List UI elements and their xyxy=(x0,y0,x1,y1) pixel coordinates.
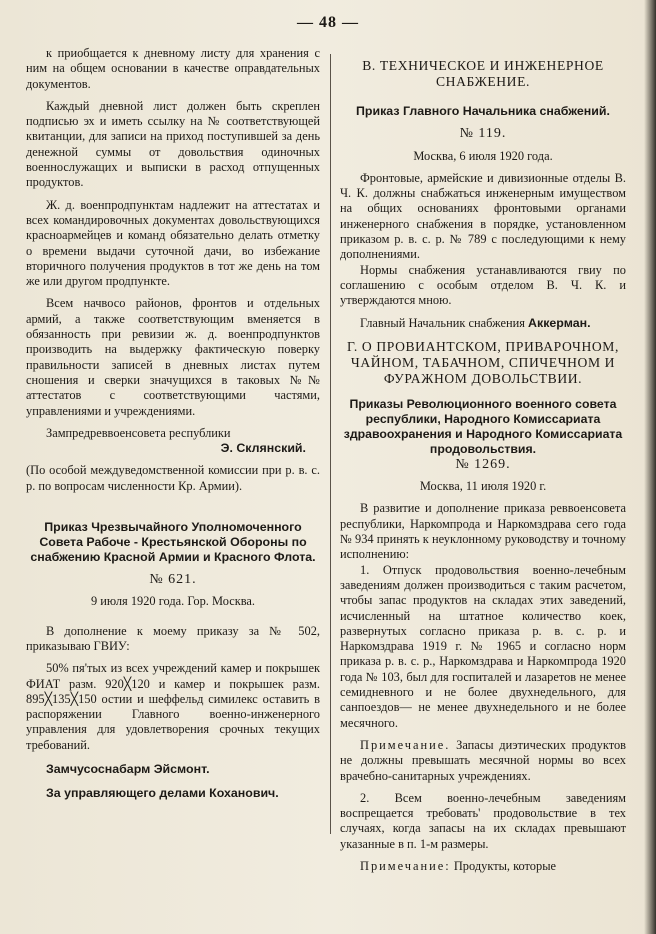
order-title: Приказ Главного Начальника снабжений. xyxy=(356,104,610,118)
signature-name: Э. Склянский. xyxy=(220,441,306,456)
note xyxy=(340,738,626,784)
order-number: № 1269. xyxy=(455,456,511,472)
paragraph: Всем начвосо районов, фронтов и отдельных армий, а также соответствующим вменяется в обязанность при ревизии ж. д. военпродпунктов производить на выдержку фактическую поверку правильности записей в дневных листах путем сношения и сверки значущихся в таковых №№ аттестатов с соответствующими частями, управлениями и учреждениями. xyxy=(26,296,320,418)
order-number: № 119. xyxy=(459,126,507,142)
paragraph: В развитие и дополнение приказа реввоенсовета республики, Наркомпрода и Наркомздрава сего года № 934 принять к неуклонному руководству и точному исполнению: xyxy=(340,501,626,562)
signature-role: Главный Начальник снабжения xyxy=(360,315,525,330)
order-number: № 621. xyxy=(149,572,197,588)
note-text: Запасы диэтических продуктов не должны превышать месячной нормы во всех врачебно-санитарных учреждениях. xyxy=(340,737,626,783)
signature: Замчусоснабарм Эйсмонт. xyxy=(46,761,210,776)
paragraph: 50% пя'тых из всех учреждений камер и покрышек ФИАТ разм. 920╳120 и камер и покрышек разм. 895╳135╳150 остии и шеффельд симилекс оставить в распоряжении Главного военно-инженерного управления для удовлетворения срочных текущих требований. xyxy=(26,661,320,752)
signature-name: Аккерман. xyxy=(528,315,591,330)
paragraph: Ж. д. военпродпунктам надлежит на аттестатах и всех командировочных документах довольствующихся красноармейцев и команд обязательно делать отметку о времени выдачи суточной дачи, во избежание вторичного получения продуктов в тот же день на том же или другом продпункте. xyxy=(26,197,320,289)
note xyxy=(340,859,626,874)
left-column xyxy=(26,46,320,802)
note-label: Примечание: xyxy=(360,858,451,873)
signature-line xyxy=(340,316,626,331)
right-column xyxy=(340,46,626,874)
paragraph: Фронтовые, армейские и дивизионные отделы В. Ч. К. должны снабжаться инженерным имуществом на общих основаниях фронтовыми органами инженерного снабжения в порядке, установленном приказом р. в. с. р. № 789 с последующими к нему дополнениями. xyxy=(340,170,626,262)
page-edge-shadow xyxy=(644,0,656,934)
signature: За управляющего делами Коханович. xyxy=(46,786,279,801)
order-title: Приказ Чрезвычайного Уполномоченного Совета Рабоче - Крестьянской Обороны по снабжению Красной Армии и Красного Флота. xyxy=(30,520,316,565)
paragraph: В дополнение к моему приказу за № 502, приказываю ГВИУ: xyxy=(26,623,320,653)
section-heading: В. ТЕХНИЧЕСКОЕ И ИНЖЕНЕРНОЕ СНАБЖЕНИЕ. xyxy=(362,58,604,89)
section-heading: Г. О ПРОВИАНТСКОМ, ПРИВАРОЧНОМ, ЧАЙНОМ, ТАБАЧНОМ, СПИЧЕЧНОМ И ФУРАЖНОМ ДОВОЛЬСТВИИ. xyxy=(347,338,619,386)
commission-note: (По особой междуведомственной комиссии при р. в. с. р. по вопросам численности Кр. Армии). xyxy=(26,463,320,493)
paragraph: к приобщается к дневному листу для хранения с ним на общем основании в качестве оправдательных документов. xyxy=(26,46,320,91)
paragraph: 1. Отпуск продовольствия военно-лечебным заведениям должен производиться с таким расчетом, чтобы запас продуктов на складах этих заведений, исчисленный на штатное количество коек, развернутых согласно приказа р. в. с. р. и Наркомздрава 1919 г. № 1965 и согласно норм приказа р. в. с. р., Наркомздрава и Наркомпрода 1920 года № 103, был для госпиталей и лазаретов не менее семидневного и не более двухнедельного, для санпоездов— не менее двухнедельного и не более месячного. xyxy=(340,562,626,730)
signature-role: Зампредреввоенсовета республики xyxy=(46,425,231,440)
paragraph: Нормы снабжения устанавливаются гвиу по соглашению с особым отделом В. Ч. К. и утверждаются мною. xyxy=(340,262,626,308)
page-number: — 48 — xyxy=(297,14,359,31)
note-text: Продукты, которые xyxy=(453,858,557,873)
order-date: Москва, 6 июля 1920 года. xyxy=(413,148,553,163)
paragraph: 2. Всем военно-лечебным заведениям воспрещается требовать' продовольствие в тех случаях, когда запасы на их складах превышают указанные в п. 1-м размеры. xyxy=(340,790,626,851)
order-title: Приказы Революционного военного совета республики, Народного Комиссариата здравоохранения и Народного Комиссариата продовольствия. xyxy=(343,396,623,456)
note-label: Примечание. xyxy=(360,737,451,752)
order-date: Москва, 11 июля 1920 г. xyxy=(419,479,547,494)
order-date: 9 июля 1920 года. Гор. Москва. xyxy=(90,594,256,609)
paragraph: Каждый дневной лист должен быть скреплен подписью эх и иметь ссылку на № соответствующей квитанции, для записи на приход поступившей за день денежной суммы от довольствия одиночных военнослужащих и выписки в расход отпущенных продуктов. xyxy=(26,98,320,190)
column-divider xyxy=(330,54,331,834)
